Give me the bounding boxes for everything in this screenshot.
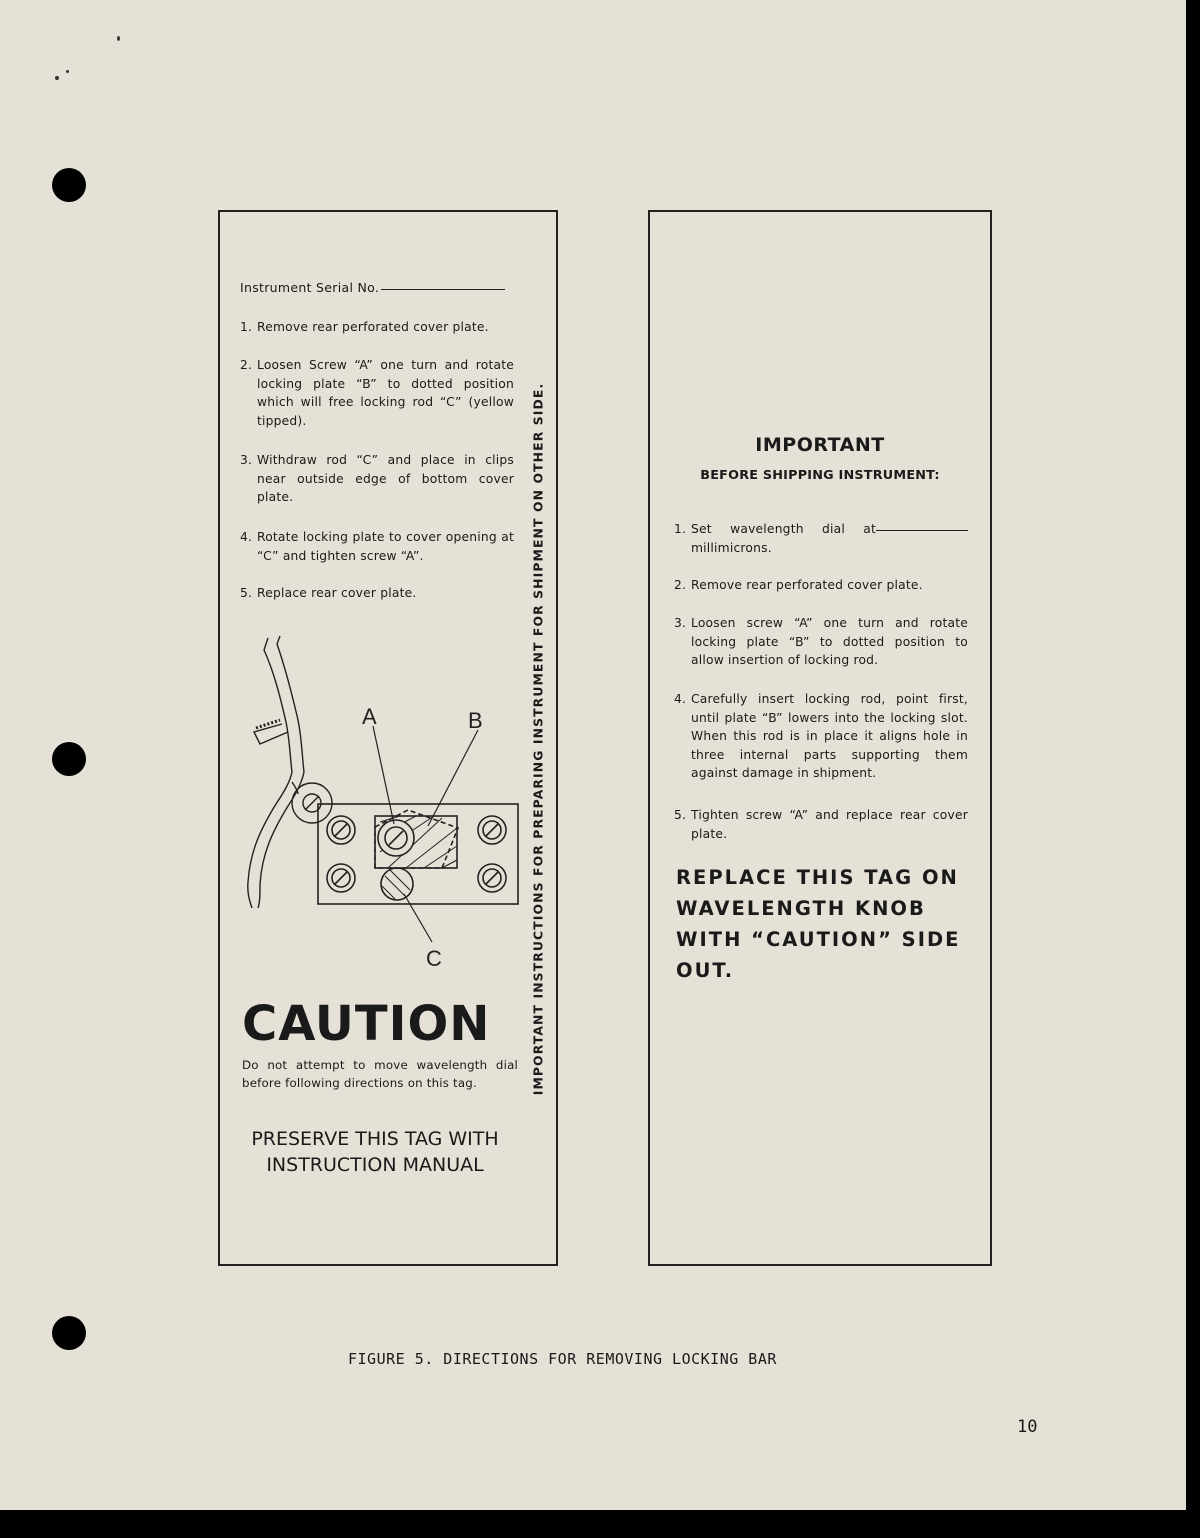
shipping-step: [674, 614, 968, 670]
step-number: 2.: [240, 358, 253, 372]
caution-warning: Do not attempt to move wavelength dial before following directions on this tag.: [242, 1058, 518, 1090]
cable-illustration: [248, 636, 332, 908]
step-text: Loosen Screw “A” one turn and rotate locking plate “B” to dotted position which will free locking rod “C” (yellow tipped).: [257, 358, 514, 428]
step-text: Rotate locking plate to cover opening at “C” and tighten screw “A”.: [257, 530, 514, 563]
shipping-step: [674, 576, 968, 595]
step-number: 5.: [240, 586, 253, 600]
vertical-instruction-strip: [523, 342, 553, 1136]
step-text: Loosen screw “A” one turn and rotate locking plate “B” to dotted position to allow insertion of locking rod.: [691, 616, 968, 667]
punch-hole-bottom: [52, 1316, 86, 1350]
label-a: A: [362, 704, 377, 729]
mounting-plate: [318, 804, 518, 904]
step-text: Tighten screw “A” and replace rear cover plate.: [691, 808, 968, 841]
paper-speck: [117, 36, 120, 41]
removal-step: [240, 451, 514, 507]
page-number: 10: [1017, 1417, 1038, 1437]
step-number: 2.: [674, 578, 687, 592]
serial-number-field: [240, 280, 505, 295]
important-subtitle: BEFORE SHIPPING INSTRUMENT:: [700, 468, 940, 483]
step-number: 1.: [240, 320, 253, 334]
step-text-part: millimicrons.: [691, 540, 772, 555]
step-number: 4.: [674, 692, 687, 706]
shipping-step: [674, 690, 968, 783]
locking-rod-c: [381, 868, 413, 900]
step-text: Replace rear cover plate.: [257, 586, 417, 600]
important-title: IMPORTANT: [755, 434, 885, 456]
step-number: 5.: [674, 808, 687, 822]
paper-speck: [66, 70, 69, 73]
step-number: 3.: [674, 616, 687, 630]
step-text: Carefully insert locking rod, point first, until plate “B” lowers into the locking slot. When this rod is in place it aligns hole in three internal parts supporting them against damage in shipment.: [691, 692, 968, 780]
removal-step: [240, 584, 514, 603]
caution-tag: [218, 210, 558, 1266]
serial-number-label: Instrument Serial No.: [240, 280, 380, 295]
vertical-instruction-text: IMPORTANT INSTRUCTIONS FOR PREPARING INSTRUMENT FOR SHIPMENT ON OTHER SIDE.: [530, 382, 546, 1096]
caution-title: CAUTION: [242, 996, 491, 1052]
removal-step: [240, 528, 514, 565]
step-text: Withdraw rod “C” and place in clips near outside edge of bottom cover plate.: [257, 453, 514, 504]
serial-number-blank: [381, 289, 505, 290]
preserve-notice: PRESERVE THIS TAG WITH INSTRUCTION MANUAL: [251, 1128, 499, 1176]
step-text: Remove rear perforated cover plate.: [691, 578, 923, 592]
label-b: B: [468, 708, 483, 733]
step-number: 3.: [240, 453, 253, 467]
locking-plate-diagram: [220, 632, 520, 972]
label-c: C: [426, 946, 442, 971]
shipping-step: [674, 806, 968, 843]
step-text: [674, 520, 968, 557]
punch-hole-top: [52, 168, 86, 202]
punch-hole-middle: [52, 742, 86, 776]
shipping-tag: [648, 210, 992, 1266]
replace-tag-notice: REPLACE THIS TAG ON WAVELENGTH KNOB WITH “CAUTION” SIDE OUT.: [676, 866, 961, 982]
removal-step: [240, 318, 514, 337]
shipping-step: [674, 520, 968, 557]
figure-caption: FIGURE 5. DIRECTIONS FOR REMOVING LOCKING BAR: [348, 1350, 777, 1368]
locking-plate-assembly: [318, 804, 518, 904]
step-text-part: Set wavelength dial at: [691, 522, 876, 536]
paper-speck: [55, 76, 59, 80]
removal-step: [240, 356, 514, 430]
step-number: 1.: [674, 522, 687, 536]
wavelength-blank: [876, 530, 968, 531]
step-number: 4.: [240, 530, 253, 544]
step-text: Remove rear perforated cover plate.: [257, 320, 489, 334]
